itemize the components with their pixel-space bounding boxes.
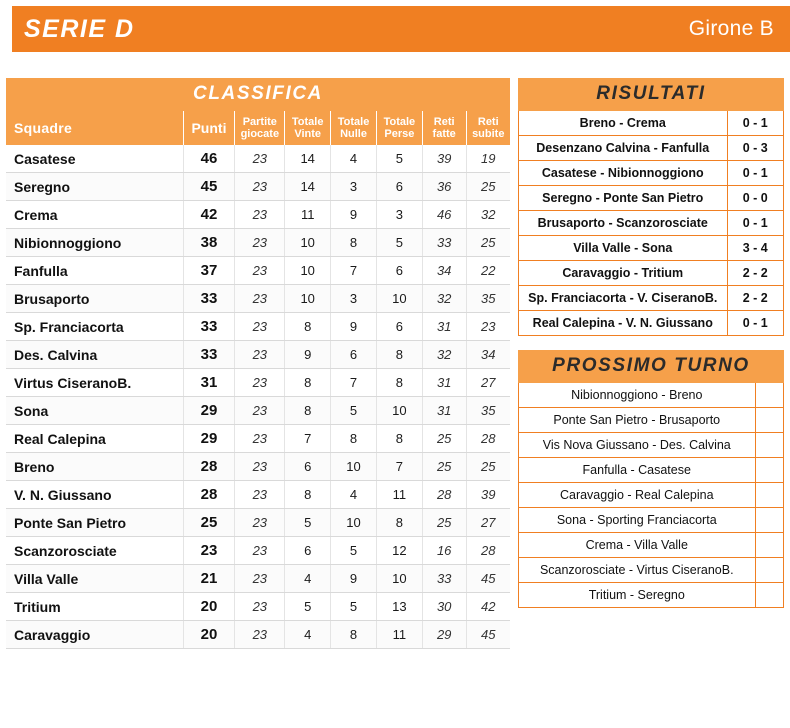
cell-won: 5 [285,593,331,621]
next-round-row [519,533,783,558]
cell-drawn: 7 [331,369,377,397]
next-round-match-label: Ponte San Pietro - Brusaporto [519,408,755,433]
cell-points: 25 [183,509,235,537]
result-score: 0 - 0 [727,186,783,211]
cell-played: 23 [235,481,285,509]
cell-lost: 10 [376,285,422,313]
result-row [519,286,783,311]
cell-won: 14 [285,145,331,173]
cell-team: Tritium [6,593,183,621]
result-score: 0 - 3 [727,136,783,161]
col-header-won-line1: Totale [291,116,324,128]
results-table-body [519,111,783,335]
cell-team: V. N. Giussano [6,481,183,509]
result-match-label: Villa Valle - Sona [519,236,727,261]
cell-team: Scanzorosciate [6,537,183,565]
result-row [519,236,783,261]
cell-goals-against: 45 [466,565,510,593]
standings-row [6,285,510,313]
result-score: 0 - 1 [727,161,783,186]
standings-row [6,313,510,341]
col-header-goals-against [466,111,510,145]
cell-lost: 8 [376,341,422,369]
next-round-score-placeholder [755,533,783,558]
cell-goals-against: 25 [466,453,510,481]
cell-team: Sona [6,397,183,425]
next-round-box [518,383,784,608]
next-round-score-placeholder [755,483,783,508]
cell-won: 9 [285,341,331,369]
standings-row [6,201,510,229]
result-row [519,186,783,211]
cell-goals-against: 35 [466,285,510,313]
cell-goals-against: 27 [466,369,510,397]
cell-won: 5 [285,509,331,537]
standings-table-body [6,145,510,649]
cell-team: Seregno [6,173,183,201]
cell-team: Casatese [6,145,183,173]
cell-points: 21 [183,565,235,593]
result-row [519,111,783,136]
next-round-row [519,508,783,533]
cell-drawn: 3 [331,285,377,313]
cell-points: 38 [183,229,235,257]
cell-played: 23 [235,341,285,369]
cell-lost: 6 [376,173,422,201]
cell-lost: 11 [376,481,422,509]
col-header-won-line2: Vinte [294,128,322,140]
cell-points: 42 [183,201,235,229]
next-round-row [519,458,783,483]
cell-played: 23 [235,313,285,341]
standings-row [6,229,510,257]
result-row [519,211,783,236]
next-round-title: PROSSIMO TURNO [518,350,784,383]
cell-goals-for: 28 [422,481,466,509]
result-match-label: Breno - Crema [519,111,727,136]
cell-goals-against: 34 [466,341,510,369]
cell-won: 4 [285,621,331,649]
cell-goals-for: 31 [422,397,466,425]
banner-accent-bar [0,6,12,52]
standings-row [6,565,510,593]
result-score: 3 - 4 [727,236,783,261]
banner-left-group [0,6,135,52]
cell-points: 33 [183,285,235,313]
cell-lost: 5 [376,229,422,257]
cell-team: Crema [6,201,183,229]
next-round-table [519,383,783,607]
cell-goals-against: 32 [466,201,510,229]
col-header-played [235,111,285,145]
cell-team: Brusaporto [6,285,183,313]
cell-goals-for: 29 [422,621,466,649]
cell-goals-against: 23 [466,313,510,341]
cell-drawn: 9 [331,565,377,593]
cell-lost: 6 [376,313,422,341]
cell-lost: 11 [376,621,422,649]
standings-row [6,397,510,425]
cell-points: 45 [183,173,235,201]
standings-row [6,621,510,649]
cell-points: 23 [183,537,235,565]
cell-goals-for: 33 [422,565,466,593]
result-match-label: Caravaggio - Tritium [519,261,727,286]
col-header-played-line2: giocate [240,128,280,140]
cell-goals-against: 19 [466,145,510,173]
standings-title: CLASSIFICA [6,78,510,111]
standings-row [6,145,510,173]
cell-lost: 10 [376,565,422,593]
cell-played: 23 [235,257,285,285]
result-row [519,136,783,161]
cell-played: 23 [235,369,285,397]
standings-section [6,78,510,649]
cell-goals-for: 25 [422,509,466,537]
result-match-label: Sp. Franciacorta - V. CiseranoB. [519,286,727,311]
group-label: Girone B [688,17,774,40]
next-round-score-placeholder [755,433,783,458]
result-score: 2 - 2 [727,261,783,286]
col-header-lost-line2: Perse [384,128,415,140]
cell-lost: 7 [376,453,422,481]
col-header-drawn [331,111,377,145]
cell-goals-against: 42 [466,593,510,621]
cell-goals-for: 34 [422,257,466,285]
next-round-match-label: Tritium - Seregno [519,583,755,608]
standings-row [6,481,510,509]
cell-goals-for: 39 [422,145,466,173]
next-round-match-label: Caravaggio - Real Calepina [519,483,755,508]
cell-lost: 6 [376,257,422,285]
cell-won: 8 [285,397,331,425]
cell-drawn: 9 [331,201,377,229]
cell-goals-against: 22 [466,257,510,285]
cell-points: 46 [183,145,235,173]
cell-drawn: 7 [331,257,377,285]
cell-played: 23 [235,397,285,425]
col-header-goals-against-line1: Reti [477,116,499,128]
next-round-match-label: Nibionnoggiono - Breno [519,383,755,408]
result-score: 0 - 1 [727,111,783,136]
next-round-row [519,408,783,433]
cell-team: Nibionnoggiono [6,229,183,257]
cell-points: 33 [183,341,235,369]
cell-won: 6 [285,453,331,481]
cell-played: 23 [235,201,285,229]
col-header-lost [376,111,422,145]
next-round-score-placeholder [755,383,783,408]
cell-played: 23 [235,145,285,173]
cell-goals-for: 33 [422,229,466,257]
cell-played: 23 [235,453,285,481]
col-header-team: Squadre [6,111,183,145]
col-header-goals-against-line2: subite [472,128,505,140]
standings-table [6,111,510,649]
cell-drawn: 3 [331,173,377,201]
standings-row [6,341,510,369]
cell-goals-against: 45 [466,621,510,649]
cell-played: 23 [235,621,285,649]
cell-points: 37 [183,257,235,285]
next-round-section [518,350,784,608]
result-match-label: Real Calepina - V. N. Giussano [519,311,727,336]
cell-won: 14 [285,173,331,201]
cell-goals-against: 25 [466,173,510,201]
next-round-match-label: Sona - Sporting Franciacorta [519,508,755,533]
result-score: 0 - 1 [727,211,783,236]
next-round-score-placeholder [755,458,783,483]
cell-won: 4 [285,565,331,593]
cell-won: 6 [285,537,331,565]
results-box [518,111,784,336]
cell-played: 23 [235,593,285,621]
cell-played: 23 [235,509,285,537]
result-match-label: Brusaporto - Scanzorosciate [519,211,727,236]
result-score: 2 - 2 [727,286,783,311]
cell-drawn: 10 [331,453,377,481]
cell-goals-for: 32 [422,285,466,313]
standings-row [6,369,510,397]
next-round-score-placeholder [755,583,783,608]
next-round-score-placeholder [755,508,783,533]
cell-goals-against: 27 [466,509,510,537]
col-header-goals-for-line1: Reti [433,116,455,128]
cell-team: Fanfulla [6,257,183,285]
cell-team: Breno [6,453,183,481]
cell-goals-for: 31 [422,369,466,397]
cell-won: 7 [285,425,331,453]
results-section [518,78,784,336]
cell-goals-for: 25 [422,425,466,453]
cell-drawn: 9 [331,313,377,341]
cell-points: 20 [183,621,235,649]
col-header-points: Punti [183,111,235,145]
next-round-table-body [519,383,783,607]
cell-won: 8 [285,313,331,341]
cell-lost: 8 [376,425,422,453]
cell-played: 23 [235,173,285,201]
cell-team: Virtus CiseranoB. [6,369,183,397]
cell-drawn: 5 [331,397,377,425]
cell-points: 28 [183,453,235,481]
cell-drawn: 5 [331,537,377,565]
standings-header-row [6,111,510,145]
col-header-lost-line1: Totale [383,116,416,128]
cell-points: 29 [183,425,235,453]
cell-goals-against: 35 [466,397,510,425]
cell-played: 23 [235,537,285,565]
next-round-score-placeholder [755,558,783,583]
next-round-row [519,483,783,508]
standings-row [6,509,510,537]
col-header-won [285,111,331,145]
cell-drawn: 8 [331,425,377,453]
standings-row [6,537,510,565]
next-round-score-placeholder [755,408,783,433]
cell-drawn: 4 [331,145,377,173]
next-round-row [519,558,783,583]
result-row [519,261,783,286]
cell-goals-for: 30 [422,593,466,621]
cell-drawn: 8 [331,229,377,257]
standings-row [6,593,510,621]
cell-points: 31 [183,369,235,397]
right-column [518,78,784,608]
col-header-drawn-line1: Totale [337,116,370,128]
cell-won: 8 [285,369,331,397]
result-match-label: Seregno - Ponte San Pietro [519,186,727,211]
cell-team: Real Calepina [6,425,183,453]
standings-row [6,425,510,453]
cell-won: 10 [285,257,331,285]
cell-goals-for: 31 [422,313,466,341]
cell-goals-for: 16 [422,537,466,565]
next-round-match-label: Vis Nova Giussano - Des. Calvina [519,433,755,458]
cell-played: 23 [235,285,285,313]
cell-points: 29 [183,397,235,425]
result-match-label: Desenzano Calvina - Fanfulla [519,136,727,161]
cell-points: 28 [183,481,235,509]
next-round-row [519,383,783,408]
next-round-match-label: Fanfulla - Casatese [519,458,755,483]
next-round-row [519,433,783,458]
cell-goals-against: 28 [466,537,510,565]
cell-drawn: 8 [331,621,377,649]
cell-team: Caravaggio [6,621,183,649]
cell-goals-against: 28 [466,425,510,453]
next-round-match-label: Scanzorosciate - Virtus CiseranoB. [519,558,755,583]
standings-row [6,453,510,481]
results-table [519,111,783,335]
cell-lost: 8 [376,509,422,537]
results-title: RISULTATI [518,78,784,111]
col-header-played-line1: Partite [242,116,277,128]
cell-goals-for: 25 [422,453,466,481]
cell-goals-for: 36 [422,173,466,201]
cell-played: 23 [235,229,285,257]
cell-goals-against: 25 [466,229,510,257]
cell-goals-for: 32 [422,341,466,369]
cell-won: 11 [285,201,331,229]
page-header-banner [0,6,790,52]
cell-team: Sp. Franciacorta [6,313,183,341]
cell-lost: 12 [376,537,422,565]
col-header-goals-for-line2: fatte [432,128,456,140]
col-header-drawn-line2: Nulle [340,128,367,140]
cell-points: 33 [183,313,235,341]
cell-played: 23 [235,425,285,453]
cell-lost: 13 [376,593,422,621]
standings-row [6,173,510,201]
col-header-goals-for [422,111,466,145]
next-round-row [519,583,783,608]
result-row [519,311,783,336]
cell-lost: 10 [376,397,422,425]
cell-won: 10 [285,285,331,313]
standings-row [6,257,510,285]
cell-drawn: 5 [331,593,377,621]
result-score: 0 - 1 [727,311,783,336]
page-title: SERIE D [24,14,135,43]
cell-points: 20 [183,593,235,621]
cell-lost: 3 [376,201,422,229]
cell-drawn: 10 [331,509,377,537]
cell-won: 10 [285,229,331,257]
cell-team: Ponte San Pietro [6,509,183,537]
cell-team: Des. Calvina [6,341,183,369]
result-row [519,161,783,186]
cell-lost: 5 [376,145,422,173]
cell-drawn: 6 [331,341,377,369]
cell-goals-for: 46 [422,201,466,229]
cell-goals-against: 39 [466,481,510,509]
cell-team: Villa Valle [6,565,183,593]
cell-played: 23 [235,565,285,593]
next-round-match-label: Crema - Villa Valle [519,533,755,558]
cell-lost: 8 [376,369,422,397]
standings-table-head [6,111,510,145]
cell-drawn: 4 [331,481,377,509]
result-match-label: Casatese - Nibionnoggiono [519,161,727,186]
cell-won: 8 [285,481,331,509]
